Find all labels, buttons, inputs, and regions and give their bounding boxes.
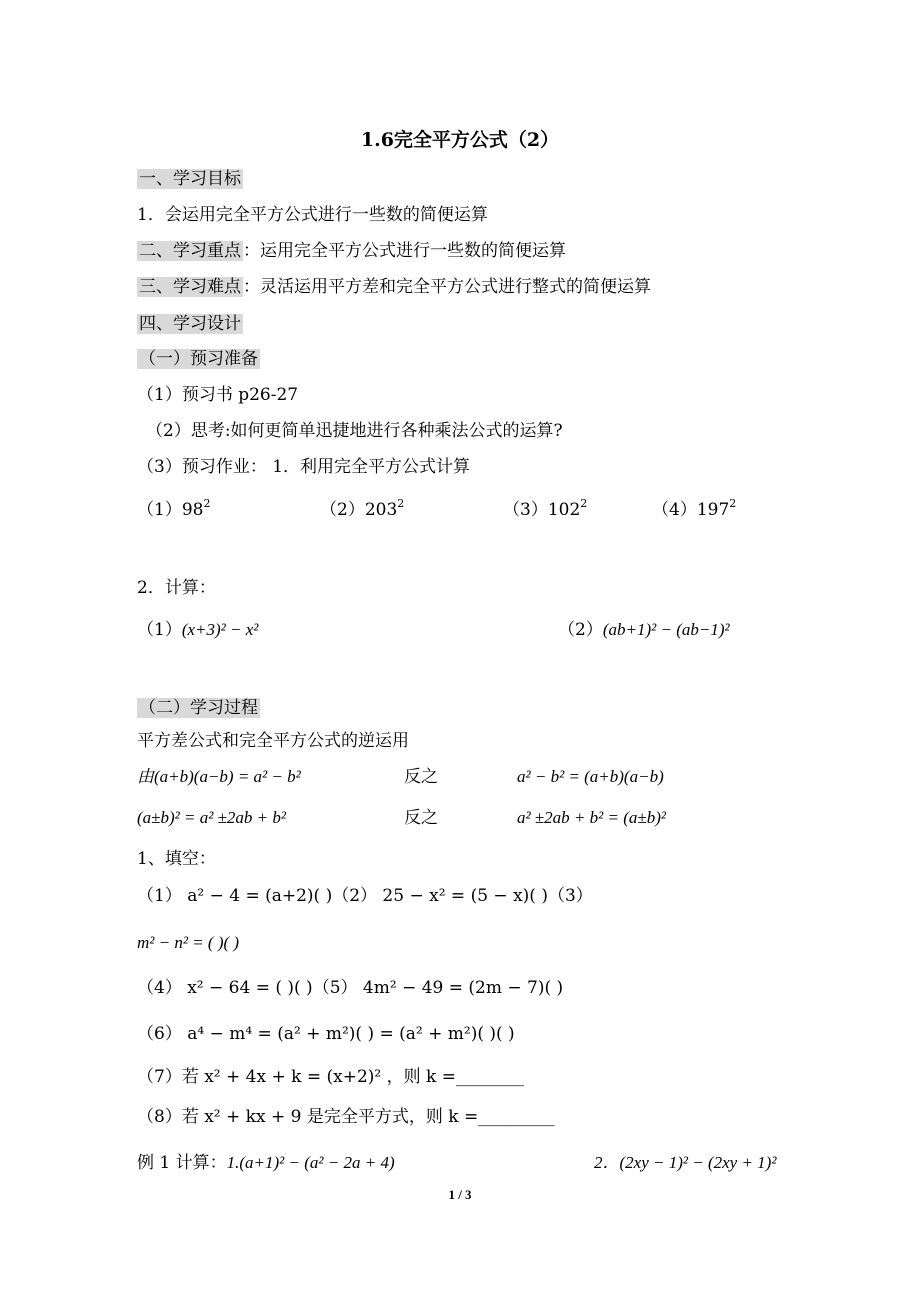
formula-row-1-right: a² − b² = (a+b)(a−b) — [517, 767, 664, 786]
prep-line-3: （3）预习作业： 1．利用完全平方公式计算 — [137, 457, 471, 477]
section-goals-heading-text: 一、学习目标 — [139, 169, 241, 189]
section-key-points-text: ：运用完全平方公式进行一些数的简便运算 — [243, 241, 566, 261]
task-2-heading: 2．计算： — [137, 578, 216, 598]
section-key-points — [137, 238, 566, 264]
task-2-item-2-label: （2） — [558, 620, 603, 640]
fill-item-8: （8）若 x² + kx + 9 是完全平方式，则 k =_________ — [137, 1107, 555, 1127]
formula-row-2-right: a² ±2ab + b² = (a±b)² — [517, 808, 666, 827]
calc-item-2-exponent: 2 — [397, 497, 405, 511]
section-key-points-heading: 二、学习重点 — [139, 241, 241, 261]
section-design-heading-text: 四、学习设计 — [139, 314, 241, 334]
example-1 — [137, 1150, 395, 1176]
task-2-item-1-label: （1） — [137, 620, 182, 640]
prep-line-2: （2）思考:如何更简单迅捷地进行各种乘法公式的运算? — [146, 421, 563, 441]
goal-item-1: 1．会运用完全平方公式进行一些数的简便运算 — [137, 205, 488, 225]
task-2-item-1 — [137, 617, 258, 643]
fill-item-1-3: （1） a² − 4 = (a+2)( )（2） 25 − x² = (5 − x)( )（3） — [137, 886, 593, 906]
formula-row-2-mid: 反之 — [404, 808, 438, 828]
fill-item-3-cont: m² − n² = ( )( ) — [137, 933, 240, 952]
formula-row-1-mid: 反之 — [404, 767, 438, 787]
process-heading — [137, 695, 260, 721]
example-1-part-2: 2．(2xy − 1)² − (2xy + 1)² — [594, 1153, 777, 1172]
process-heading-text: （二）学习过程 — [139, 698, 258, 718]
calc-item-2-label: （2）203 — [320, 500, 398, 520]
example-1-part-1: 1.(a+1)² − (a² − 2a + 4) — [226, 1153, 395, 1172]
section-difficulty-text: ：灵活运用平方差和完全平方公式进行整式的简便运算 — [243, 277, 651, 297]
calc-item-3-exponent: 2 — [580, 497, 588, 511]
calc-item-4 — [652, 497, 736, 523]
fill-item-6: （6） a⁴ − m⁴ = (a² + m²)( ) = (a² + m²)( )( ) — [137, 1024, 515, 1044]
prep-heading — [137, 346, 260, 372]
calc-item-3 — [503, 497, 587, 523]
calc-item-4-exponent: 2 — [729, 497, 737, 511]
section-goals-heading — [137, 166, 243, 192]
section-difficulty — [137, 274, 651, 300]
task-2-item-2 — [558, 617, 730, 643]
calc-item-1-label: （1）98 — [137, 500, 204, 520]
example-1-label: 例 1 计算： — [137, 1153, 227, 1173]
section-difficulty-heading: 三、学习难点 — [139, 277, 241, 297]
fill-item-4-5: （4） x² − 64 = ( )( )（5） 4m² − 49 = (2m − 7)( ) — [137, 978, 564, 998]
task-2-item-2-expr: (ab+1)² − (ab−1)² — [602, 620, 730, 639]
prep-heading-text: （一）预习准备 — [139, 349, 258, 369]
formula-row-1-left: 由(a+b)(a−b) = a² − b² — [137, 767, 301, 786]
calc-item-4-label: （4）197 — [652, 500, 730, 520]
calc-item-2 — [320, 497, 404, 523]
calc-item-1-exponent: 2 — [203, 497, 211, 511]
task-2-item-1-expr: (x+3)² − x² — [181, 620, 259, 639]
process-intro: 平方差公式和完全平方公式的逆运用 — [137, 731, 409, 751]
formula-row-2-left: (a±b)² = a² ±2ab + b² — [137, 808, 286, 827]
page-title: 1.6完全平方公式（2） — [360, 129, 560, 151]
page-number: 1 / 3 — [448, 1187, 472, 1202]
section-design-heading — [137, 311, 243, 337]
calc-item-1 — [137, 497, 210, 523]
prep-line-1: （1）预习书 p26-27 — [137, 385, 299, 405]
fill-item-7: （7）若 x² + 4x + k = (x+2)² ，则 k =________ — [137, 1067, 524, 1087]
calc-item-3-label: （3）102 — [503, 500, 581, 520]
fill-blank-heading: 1、填空： — [137, 849, 216, 869]
